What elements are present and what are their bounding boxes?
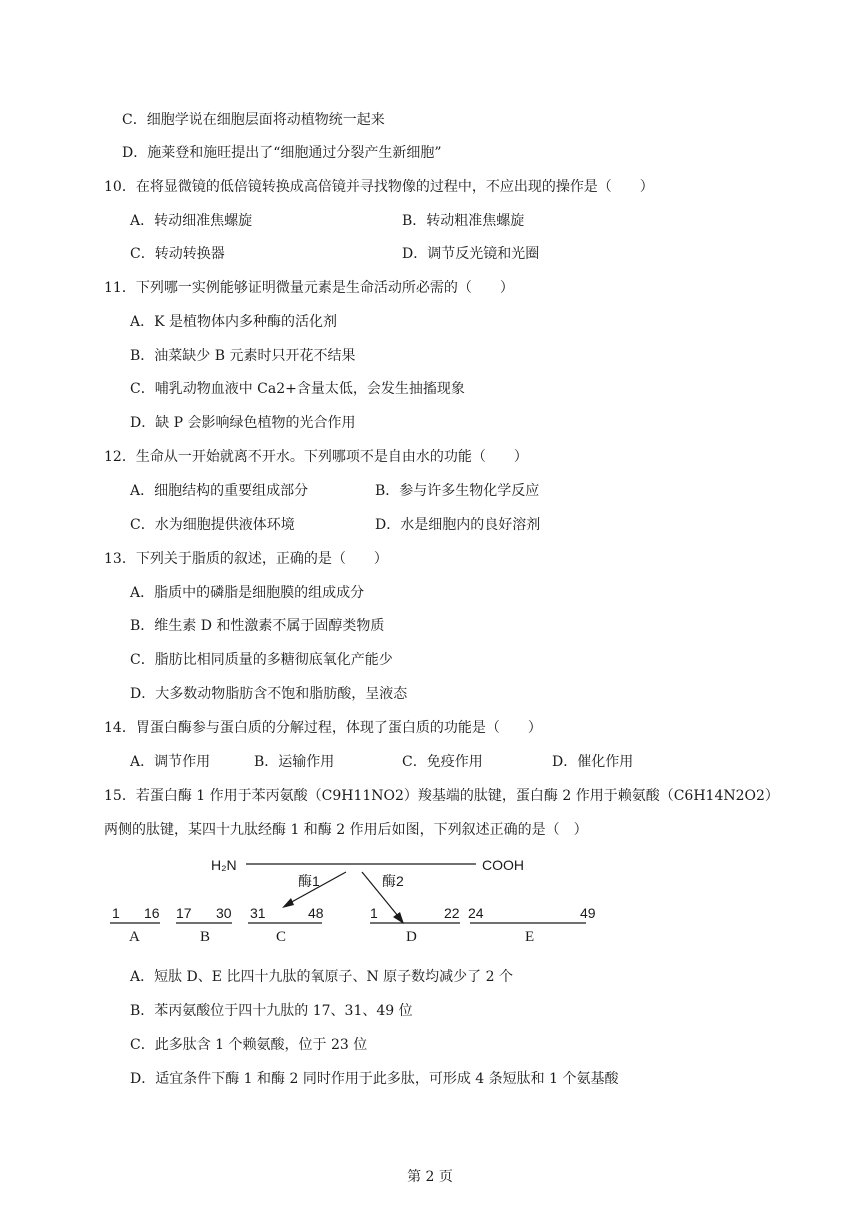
q11-option-c: C．哺乳动物血液中 Ca2+含量太低，会发生抽搐现象 [130,381,465,397]
q13-option-c: C．脂肪比相同质量的多糖彻底氧化产能少 [130,652,393,668]
q13-option-b: B．维生素 D 和性激素不属于固醇类物质 [130,618,385,634]
q11-option-a: A．K 是植物体内多种酶的活化剂 [130,314,338,330]
enzyme1-arrowhead [282,898,294,908]
segment-e-label: E [525,929,535,945]
q12-option-a: A．细胞结构的重要组成部分 [130,483,309,499]
q11-option-d: D．缺 P 会影响绿色植物的光合作用 [130,415,356,431]
segment-b-start: 17 [176,905,192,921]
q15-option-b: B．苯丙氨酸位于四十九肽的 17、31、49 位 [130,1003,413,1019]
q10-option-d: D．调节反光镜和光圈 [402,246,540,262]
q14-option-a: A．调节作用 [130,754,211,770]
enzyme1-label: 酶1 [298,873,320,889]
segment-d-end: 22 [444,905,460,921]
page-number: 第 2 页 [407,1169,453,1185]
enzyme2-label: 酶2 [382,873,404,889]
q14-option-c: C．免疫作用 [402,754,483,770]
q15-stem-line-2: 两侧的肽键，某四十九肽经酶 1 和酶 2 作用后如图，下列叙述正确的是（ ） [104,822,588,838]
q15-stem-line-1: 15．若蛋白酶 1 作用于苯丙氨酸（C9H11NO2）羧基端的肽键，蛋白酶 2 作用于赖氨酸（C6H14N2O2） [104,788,779,804]
q14-stem: 14．胃蛋白酶参与蛋白质的分解过程，体现了蛋白质的功能是（ ） [104,720,542,736]
peptide-cleavage-diagram [108,846,608,946]
q14-option-b: B．运输作用 [254,754,335,770]
q15-option-d: D．适宜条件下酶 1 和酶 2 同时作用于此多肽，可形成 4 条短肽和 1 个氨基酸 [130,1071,619,1087]
q14-option-d: D．催化作用 [552,754,634,770]
segment-a-end: 16 [144,905,160,921]
q9-option-d: D．施莱登和施旺提出了“细胞通过分裂产生新细胞” [122,145,442,161]
q15-option-a: A．短肽 D、E 比四十九肽的氧原子、N 原子数均减少了 2 个 [130,969,513,985]
q10-option-a: A．转动细准焦螺旋 [130,213,253,229]
segment-b-end: 30 [216,905,232,921]
q9-option-c: C．细胞学说在细胞层面将动植物统一起来 [122,112,385,128]
segment-e-start: 24 [468,905,484,921]
q12-option-d: D．水是细胞内的良好溶剂 [375,517,541,533]
q10-stem: 10．在将显微镜的低倍镜转换成高倍镜并寻找物像的过程中，不应出现的操作是（ ） [104,179,654,195]
q10-option-c: C．转动转换器 [130,246,225,262]
q15-option-c: C．此多肽含 1 个赖氨酸，位于 23 位 [130,1037,368,1053]
segment-e-end: 49 [580,905,596,921]
q12-option-c: C．水为细胞提供液体环境 [130,517,295,533]
segment-c-end: 48 [308,905,324,921]
segment-c-start: 31 [250,905,266,921]
c-terminus-label: COOH [482,857,524,873]
q10-option-b: B．转动粗准焦螺旋 [402,213,525,229]
q13-stem: 13．下列关于脂质的叙述，正确的是（ ） [104,551,388,567]
segment-a-start: 1 [112,905,120,921]
segment-d-label: D [406,929,417,945]
q13-option-a: A．脂质中的磷脂是细胞膜的组成成分 [130,585,365,601]
q12-option-b: B．参与许多生物化学反应 [375,483,540,499]
q11-stem: 11．下列哪一实例能够证明微量元素是生命活动所必需的（ ） [104,280,514,296]
q11-option-b: B．油菜缺少 B 元素时只开花不结果 [130,348,356,364]
segment-b-label: B [200,929,211,945]
q13-option-d: D．大多数动物脂肪含不饱和脂肪酸，呈液态 [130,686,408,702]
n-terminus-label: H₂N [211,857,237,873]
enzyme2-arrowhead [393,912,404,924]
segment-d-start: 1 [370,905,378,921]
q12-stem: 12．生命从一开始就离不开水。下列哪项不是自由水的功能（ ） [104,449,528,465]
segment-a-label: A [129,929,140,945]
segment-c-label: C [276,929,287,945]
